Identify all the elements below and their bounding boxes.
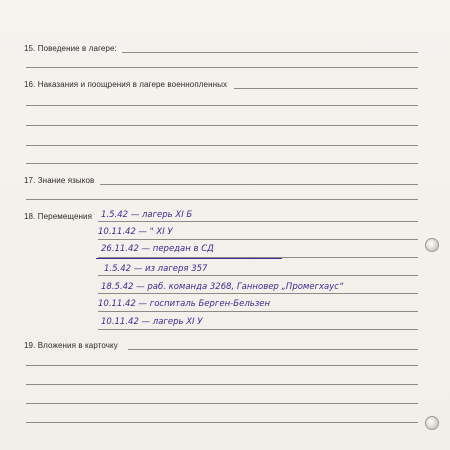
field-15-line-1 <box>122 52 418 53</box>
movement-entry: 10.11.42 — лагерь XI У <box>101 317 203 327</box>
field-16-line-3 <box>26 125 418 126</box>
field-16-punishments-label: 16. Наказания и поощрения в лагере военнопленных <box>24 80 228 89</box>
field-18-line-7 <box>98 329 418 330</box>
field-18-line-6 <box>98 311 418 312</box>
field-19-line-2 <box>26 365 418 366</box>
field-17-line-1 <box>100 184 418 185</box>
field-19-line-3 <box>26 384 418 385</box>
field-18-line-5 <box>98 293 418 294</box>
field-19-line-1 <box>128 349 418 350</box>
field-15-behavior-label: 15. Поведение в лагере: <box>24 44 117 53</box>
field-18-line-4 <box>98 275 418 276</box>
field-15-line-2 <box>26 67 418 68</box>
field-18-line-1 <box>98 221 418 222</box>
punch-hole <box>425 416 439 430</box>
movement-entry: 26.11.42 — передан в СД <box>101 244 214 254</box>
field-19-attachments-label: 19. Вложения в карточку <box>24 341 118 350</box>
field-16-line-1 <box>234 88 418 89</box>
field-17-languages-label: 17. Знание языков <box>24 176 95 185</box>
field-17-line-2 <box>26 199 418 200</box>
movement-entry: 10.11.42 — госпиталь Берген-Бельзен <box>98 299 271 309</box>
movement-entry: 10.11.42 — " XI У <box>98 227 173 237</box>
field-19-line-4 <box>26 403 418 404</box>
movement-entry: 1.5.42 — лагерь XI Б <box>101 210 193 220</box>
field-18-line-2 <box>98 239 418 240</box>
field-16-line-4 <box>26 145 418 146</box>
handwritten-underline <box>96 258 282 259</box>
punch-hole <box>425 238 439 252</box>
field-16-line-5 <box>26 163 418 164</box>
field-19-line-5 <box>26 422 418 423</box>
movement-entry: 1.5.42 — из лагеря 357 <box>104 264 208 274</box>
field-18-movements-label: 18. Перемещения <box>24 212 93 221</box>
field-16-line-2 <box>26 105 418 106</box>
movement-entry: 18.5.42 — раб. команда 3268, Ганновер „Промегхаус“ <box>101 282 344 292</box>
